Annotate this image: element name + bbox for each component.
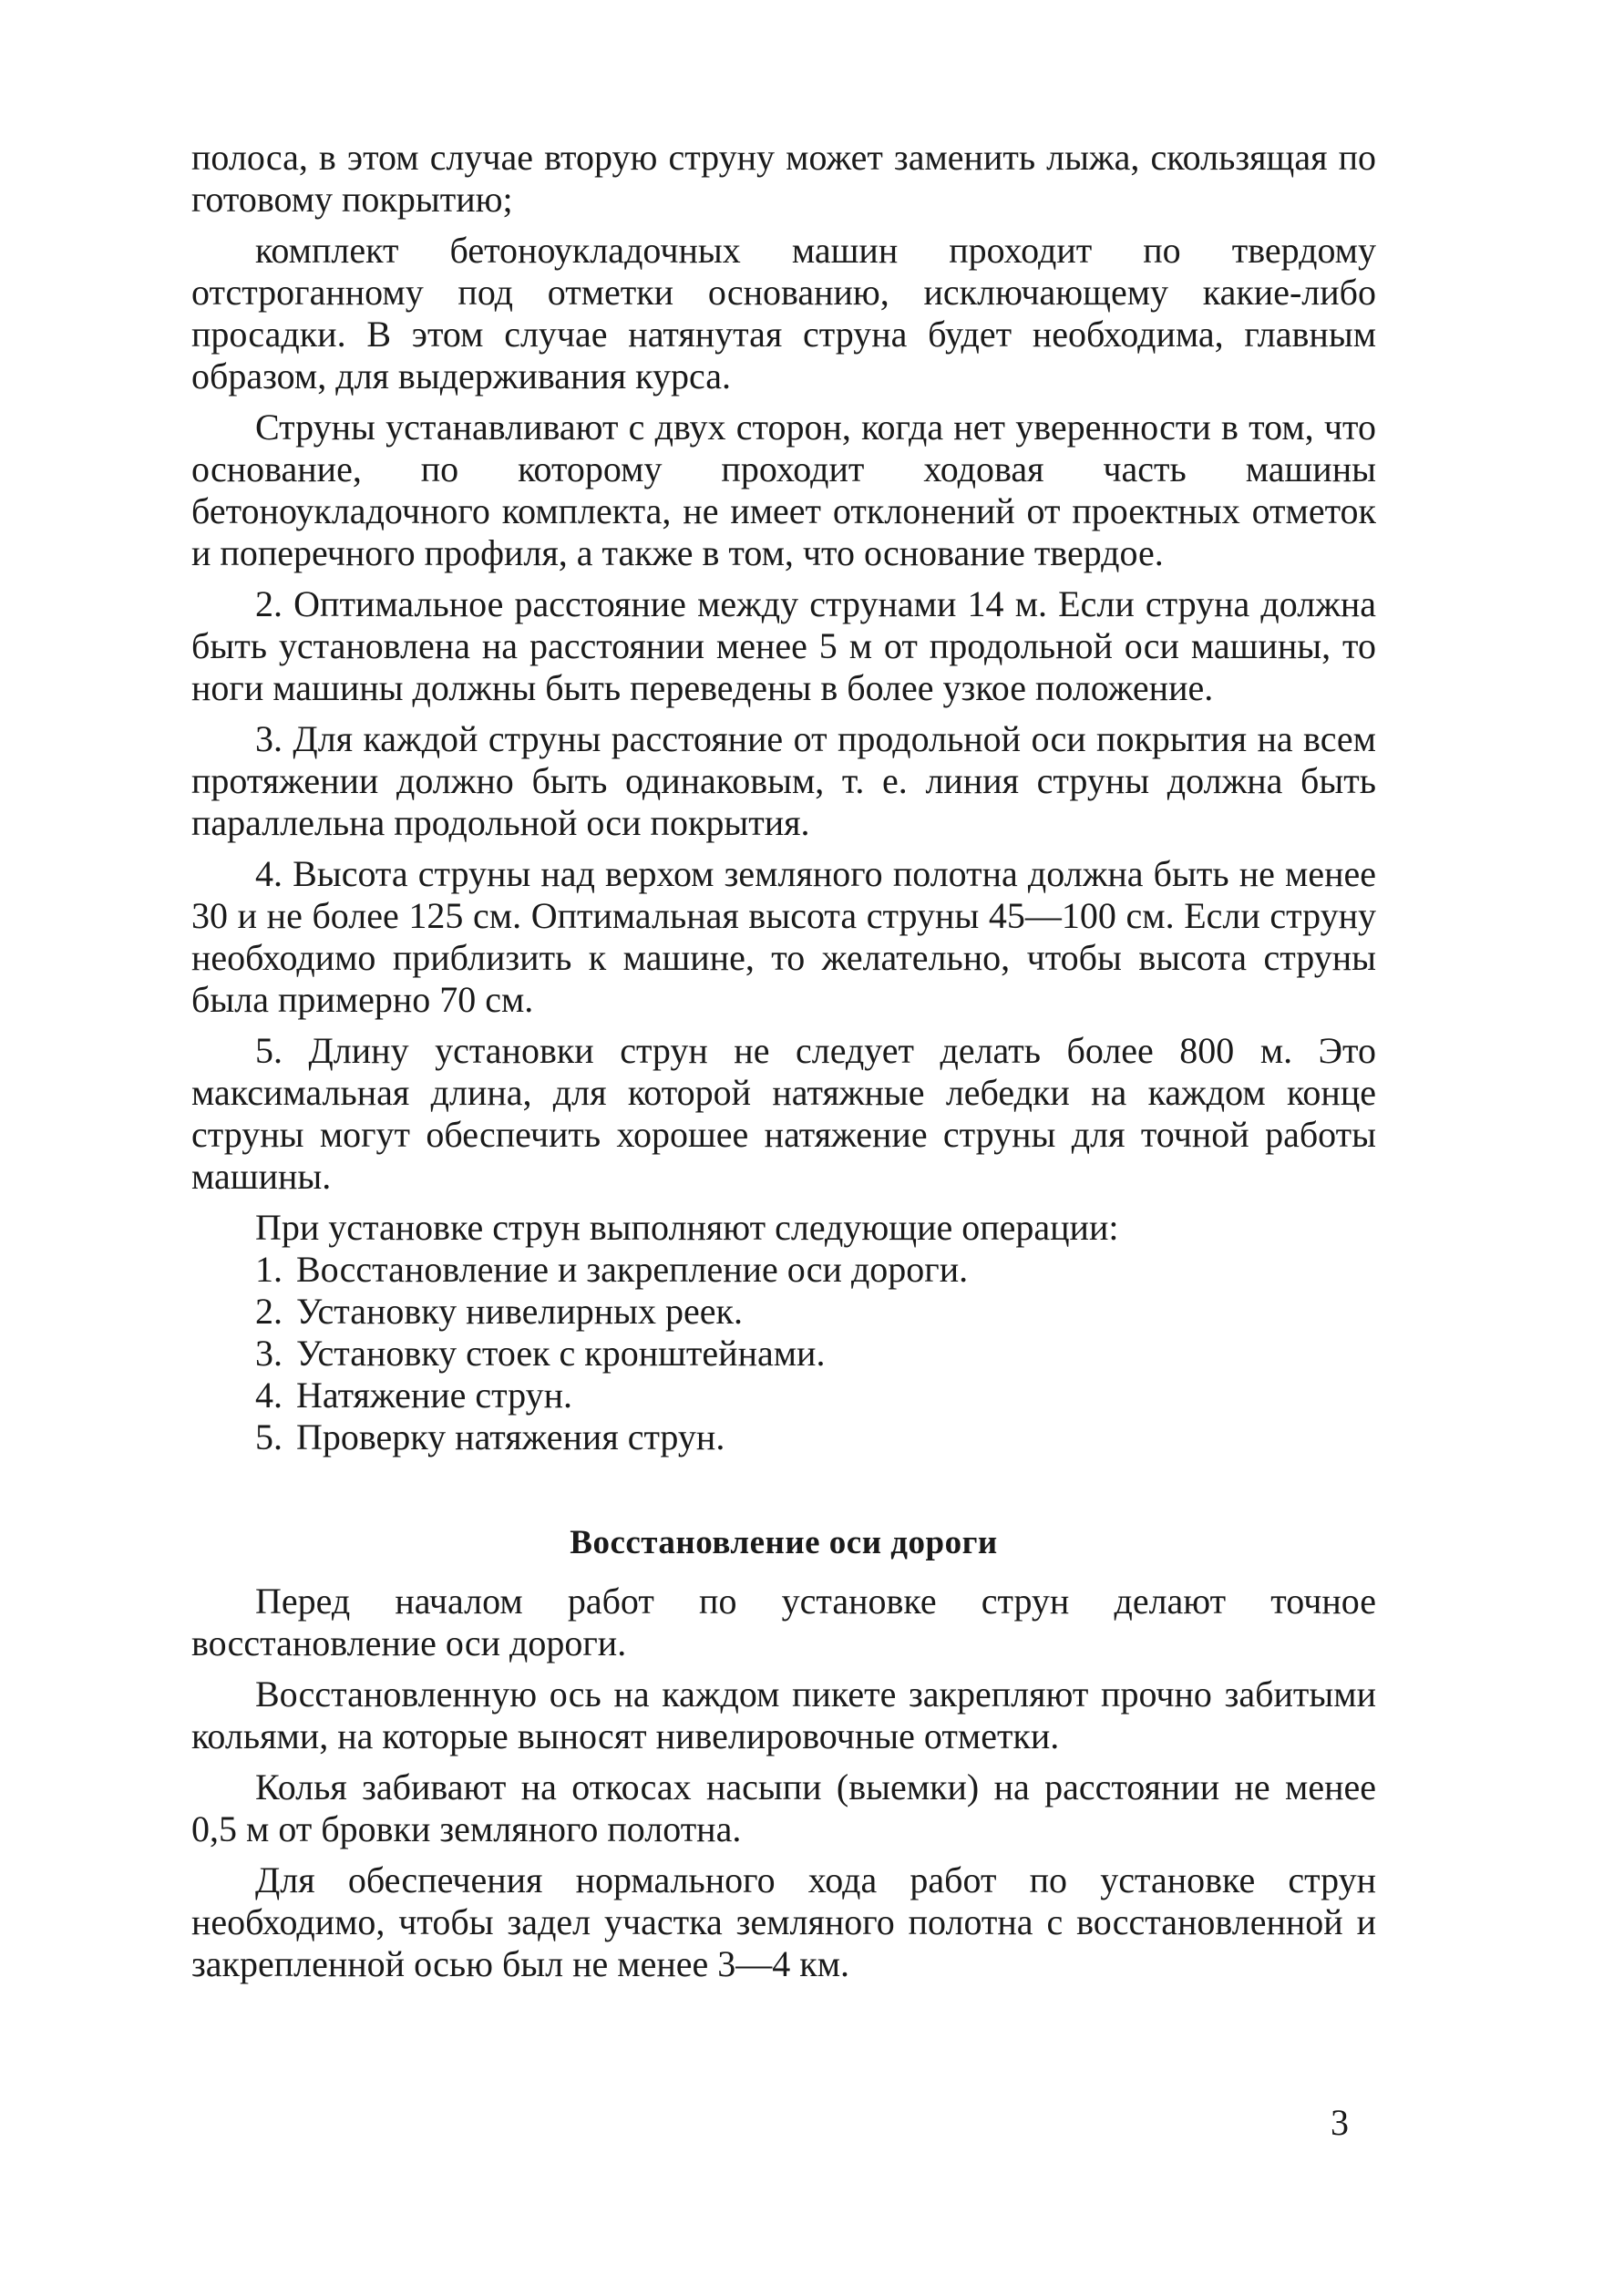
list-text: Установку стоек с кронштейнами. (296, 1333, 826, 1374)
paragraph-3: Струны устанавливают с двух сторон, когда нет уверенности в том, что основание, по которому проходит ходовая часть машины бетоноукладочного комплекта, не имеет отклонений от проектных отметок и поперечного профиля, а также в том, что основание твердое. (191, 407, 1376, 573)
paragraph-6: 4. Высота струны над верхом земляного полотна должна быть не менее 30 и не более 125 см. Оптимальная высота струны 45—100 см. Если струну необходимо приблизить к машине, то желательно, чтобы высота струны была примерно 70 см. (191, 853, 1376, 1020)
paragraph-2: комплект бетоноукладочных машин проходит по твердому отстроганному под отметки основанию, исключающему какие-либо просадки. В этом случае натянутая струна будет необходима, главным образом, для выдерживания курса. (191, 230, 1376, 396)
paragraph-8: При установке струн выполняют следующие операции: (255, 1207, 1119, 1248)
page-body (191, 137, 1376, 1985)
list-number: 1. (255, 1249, 283, 1290)
list-text: Проверку натяжения струн. (296, 1416, 725, 1457)
list-item (191, 1249, 1376, 1291)
paragraph-9: Перед началом работ по установке струн делают точное восстановление оси дороги. (191, 1581, 1376, 1663)
list-item (191, 1375, 1376, 1416)
page-number: 3 (1331, 2102, 1349, 2143)
paragraph-10: Восстановленную ось на каждом пикете закрепляют прочно забитыми кольями, на которые выносят нивелировочные отметки. (191, 1674, 1376, 1756)
list-item (191, 1333, 1376, 1375)
paragraph-12: Для обеспечения нормального хода работ по установке струн необходимо, чтобы задел участка земляного полотна с восстановленной и закрепленной осью был не менее 3—4 км. (191, 1859, 1376, 1984)
list-text: Установку нивелирных реек. (296, 1291, 743, 1332)
list-text: Восстановление и закрепление оси дороги. (296, 1249, 969, 1290)
list-text: Натяжение струн. (296, 1375, 572, 1416)
list-number: 4. (255, 1375, 283, 1416)
operations-list (191, 1249, 1376, 1458)
paragraph-1: полоса, в этом случае вторую струну может заменить лыжа, скользящая по готовому покрытию; (191, 137, 1376, 220)
list-item (191, 1291, 1376, 1333)
list-item (191, 1416, 1376, 1458)
list-number: 5. (255, 1416, 283, 1457)
section-heading: Восстановление оси дороги (570, 1524, 998, 1561)
paragraph-11: Колья забивают на откосах насыпи (выемки) на расстоянии не менее 0,5 м от бровки земляного полотна. (191, 1766, 1376, 1849)
list-number: 3. (255, 1333, 283, 1374)
paragraph-7: 5. Длину установки струн не следует делать более 800 м. Это максимальная длина, для которой натяжные лебедки на каждом конце струны могут обеспечить хорошее натяжение струны для точной работы машины. (191, 1030, 1376, 1197)
list-number: 2. (255, 1291, 283, 1332)
paragraph-5: 3. Для каждой струны расстояние от продольной оси покрытия на всем протяжении должно быть одинаковым, т. е. линия струны должна быть параллельна продольной оси покрытия. (191, 718, 1376, 843)
paragraph-4: 2. Оптимальное расстояние между струнами 14 м. Если струна должна быть установлена на расстоянии менее 5 м от продольной оси машины, то ноги машины должны быть переведены в более узкое положение. (191, 583, 1376, 708)
